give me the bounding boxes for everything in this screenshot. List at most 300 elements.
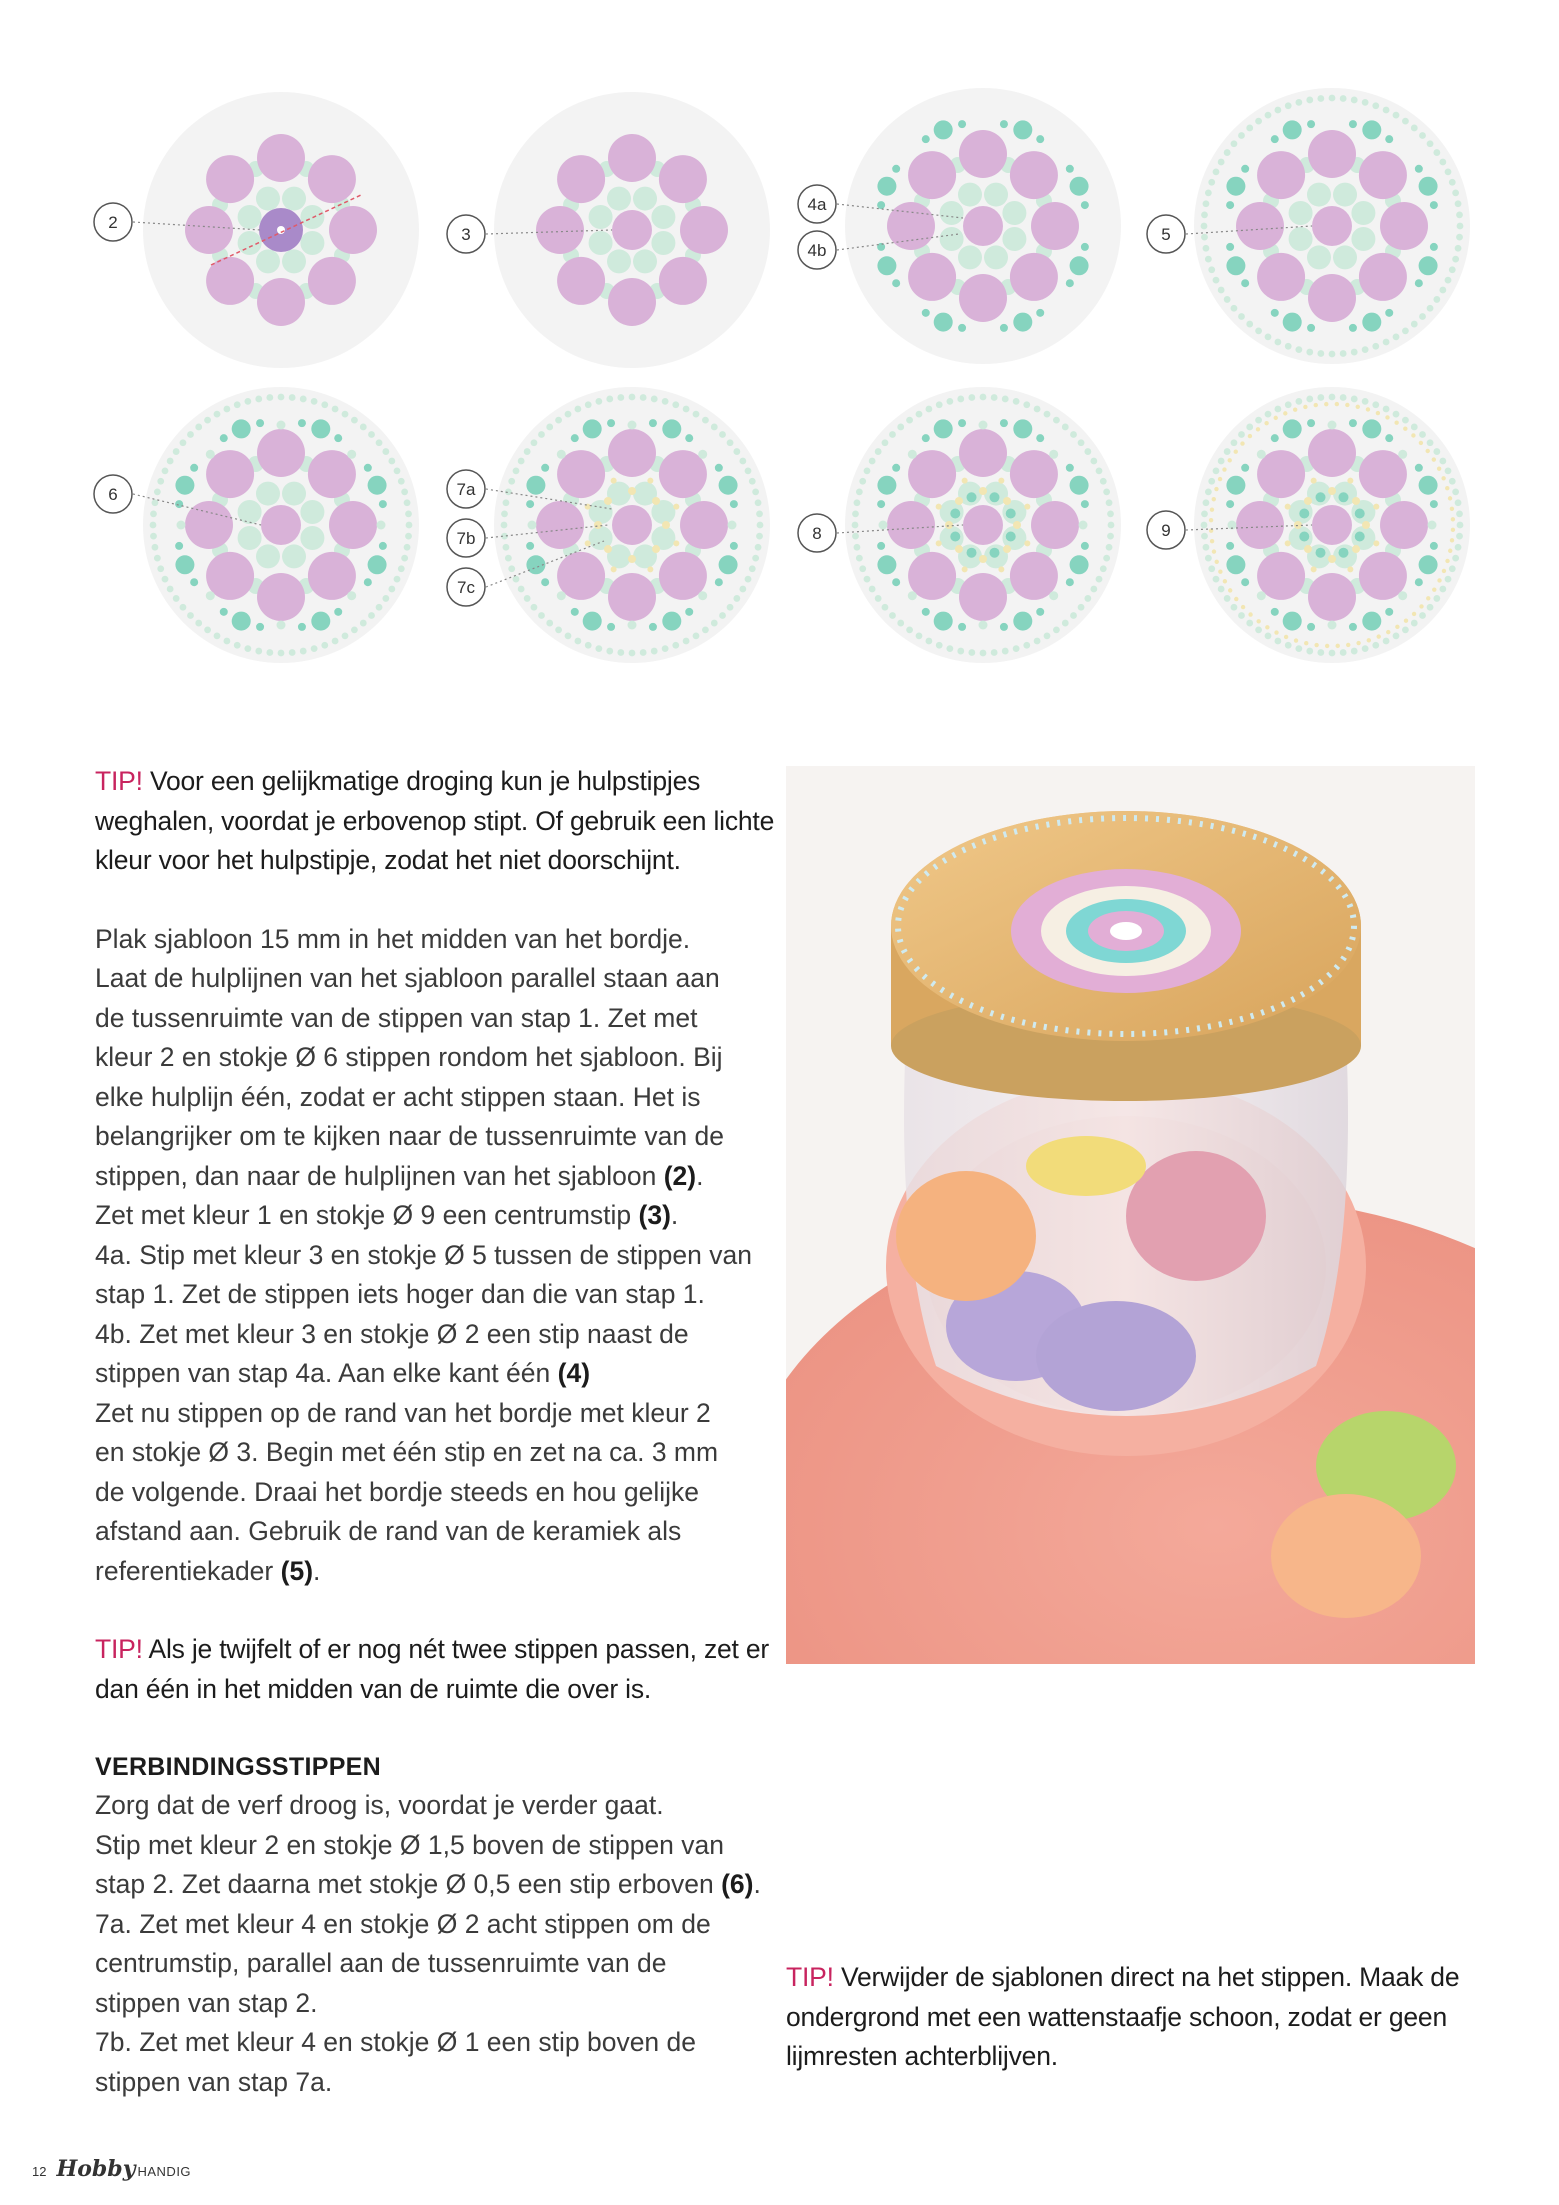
- tip-1-line-1: Voor een gelijkmatige droging kun je hulpstipjes: [142, 766, 701, 796]
- rim-dot: [889, 431, 896, 438]
- rim-dot: [1213, 169, 1220, 176]
- rim-yellow-dot: [1283, 411, 1287, 415]
- connector-dot: [377, 521, 386, 530]
- tip-3-paragraph: [786, 1958, 1476, 2077]
- rim-dot: [1100, 565, 1107, 572]
- rim-dot: [555, 417, 562, 424]
- rim-dot: [1213, 277, 1220, 284]
- rim-dot: [300, 396, 307, 403]
- mint-small-dot: [1430, 201, 1438, 209]
- pink-dot: [1236, 501, 1284, 549]
- rim-dot: [672, 401, 679, 408]
- rim-dot: [342, 411, 349, 418]
- rim-dot: [1411, 620, 1418, 627]
- mint-dot: [175, 476, 194, 495]
- rim-dot: [869, 458, 876, 465]
- mint-dot: [1362, 419, 1381, 438]
- rim-dot: [1107, 533, 1114, 540]
- inner-dot: [300, 500, 324, 524]
- mint-small-dot: [1271, 309, 1279, 317]
- mint-small-dot: [1036, 135, 1044, 143]
- connector-dot: [1398, 591, 1407, 600]
- rim-dot: [214, 632, 221, 639]
- rim-dot: [1106, 544, 1113, 551]
- rim-dot: [1452, 488, 1459, 495]
- yellow-small-dot: [611, 478, 617, 484]
- rim-yellow-dot: [1304, 641, 1308, 645]
- pink-dot: [680, 501, 728, 549]
- rim-yellow-dot: [1284, 635, 1288, 639]
- rim-dot: [1013, 645, 1020, 652]
- section-line: 7a. Zet met kleur 4 en stokje Ø 2 acht stippen om de: [95, 1908, 711, 1939]
- rim-dot: [278, 650, 285, 657]
- rim-dot: [1265, 411, 1272, 418]
- rim-dot: [749, 565, 756, 572]
- rim-dot: [852, 533, 859, 540]
- mint-small-dot: [1307, 623, 1315, 631]
- center-dot: [1312, 505, 1352, 545]
- yellow-inner-dot: [945, 521, 953, 529]
- connector-dot: [979, 421, 988, 430]
- rim-dot: [1306, 349, 1313, 356]
- rim-dot: [1449, 565, 1456, 572]
- inner-dot: [256, 544, 280, 568]
- rim-dot: [1224, 448, 1231, 455]
- step-ref-2: (2): [663, 1160, 697, 1191]
- mint-small-dot: [1307, 120, 1315, 128]
- center-dot: [612, 505, 652, 545]
- rim-dot: [1372, 102, 1379, 109]
- mint-small-dot: [730, 500, 738, 508]
- rim-dot: [1013, 398, 1020, 405]
- pink-dot: [257, 134, 305, 182]
- rim-dot: [1213, 576, 1220, 583]
- inner-dot: [651, 205, 675, 229]
- rim-dot: [546, 620, 553, 627]
- rim-dot: [180, 604, 187, 611]
- rim-dot: [150, 510, 157, 517]
- rim-dot: [405, 510, 412, 517]
- rim-dot: [1372, 343, 1379, 350]
- rim-dot: [565, 632, 572, 639]
- rim-dot: [651, 648, 658, 655]
- rim-dot: [1445, 576, 1452, 583]
- connector-dot: [1328, 421, 1337, 430]
- rim-yellow-dot: [1335, 402, 1339, 406]
- pink-dot: [257, 573, 305, 621]
- pink-dot: [1257, 151, 1305, 199]
- rim-dot: [1203, 499, 1210, 506]
- rim-dot: [968, 394, 975, 401]
- rim-dot: [404, 544, 411, 551]
- body-line: de volgende. Draai het bordje steeds en hou gelijke: [95, 1476, 700, 1507]
- mint-small-dot: [1066, 165, 1074, 173]
- rim-yellow-dot: [1356, 405, 1360, 409]
- connector-dot: [347, 591, 356, 600]
- rim-yellow-dot: [1367, 638, 1371, 642]
- inner-dot: [256, 482, 280, 506]
- rim-dot: [531, 604, 538, 611]
- lid-mandala: [1011, 869, 1241, 993]
- rim-dot: [864, 468, 871, 475]
- rim-dot: [266, 394, 273, 401]
- inner-dot: [300, 231, 324, 255]
- rim-dot: [1044, 632, 1051, 639]
- mint-small-dot: [1036, 434, 1044, 442]
- inner-dot: [958, 245, 982, 269]
- yellow-inner-dot: [1304, 545, 1312, 553]
- mint-dot: [1362, 313, 1381, 332]
- rim-yellow-dot: [1218, 477, 1222, 481]
- tip-3-line-3: lijmresten achterblijven.: [786, 2041, 1058, 2071]
- rim-dot: [401, 488, 408, 495]
- mint-small-dot: [1241, 165, 1249, 173]
- rim-dot: [1433, 595, 1440, 602]
- rim-dot: [1329, 650, 1336, 657]
- rim-dot: [1456, 510, 1463, 517]
- mint-small-dot: [1271, 135, 1279, 143]
- inner-dot: [633, 249, 657, 273]
- inner-dot: [1002, 201, 1026, 225]
- mint-inner-dot: [967, 492, 977, 502]
- rim-dot: [1439, 586, 1446, 593]
- rim-dot: [1275, 638, 1282, 645]
- yellow-inner-dot: [955, 497, 963, 505]
- rim-dot: [936, 642, 943, 649]
- rim-dot: [332, 638, 339, 645]
- rim-dot: [575, 406, 582, 413]
- pink-dot: [908, 151, 956, 199]
- rim-dot: [1445, 169, 1452, 176]
- rim-dot: [1275, 406, 1282, 413]
- mint-small-dot: [1226, 201, 1234, 209]
- mint-small-dot: [892, 578, 900, 586]
- mint-dot: [1283, 120, 1302, 139]
- rim-dot: [672, 642, 679, 649]
- rim-dot: [629, 650, 636, 657]
- inner-dot: [1289, 201, 1313, 225]
- rim-dot: [1231, 140, 1238, 147]
- rim-dot: [518, 458, 525, 465]
- rim-dot: [167, 586, 174, 593]
- rim-dot: [1285, 102, 1292, 109]
- mint-small-dot: [1226, 500, 1234, 508]
- rim-dot: [1427, 140, 1434, 147]
- pink-dot: [659, 155, 707, 203]
- rim-yellow-dot: [1445, 559, 1449, 563]
- tip-1: [95, 762, 775, 881]
- rim-dot: [1103, 488, 1110, 495]
- inner-dot: [282, 544, 306, 568]
- mint-inner-dot: [1006, 531, 1016, 541]
- mint-small-dot: [1385, 135, 1393, 143]
- body-line: Zet met kleur 1 en stokje Ø 9 een centrumstip: [95, 1200, 632, 1230]
- mint-dot: [311, 419, 330, 438]
- rim-yellow-dot: [1450, 507, 1454, 511]
- section-line: stippen van stap 2.: [95, 1987, 318, 2018]
- mint-small-dot: [1081, 500, 1089, 508]
- rim-dot: [501, 510, 508, 517]
- rim-dot: [394, 468, 401, 475]
- pink-dot: [329, 501, 377, 549]
- yellow-small-dot: [611, 566, 617, 572]
- mint-small-dot: [190, 578, 198, 586]
- rim-dot: [756, 510, 763, 517]
- body-line: stippen, dan naar de hulplijnen van het sjabloon: [95, 1160, 657, 1191]
- rim-dot: [852, 522, 859, 529]
- rim-dot: [289, 394, 296, 401]
- inner-dot: [633, 187, 657, 211]
- pink-dot: [1031, 501, 1079, 549]
- rim-dot: [154, 555, 161, 562]
- mint-small-dot: [1385, 608, 1393, 616]
- rim-dot: [1201, 522, 1208, 529]
- rim-dot: [157, 565, 164, 572]
- rim-yellow-dot: [1403, 427, 1407, 431]
- rim-dot: [1452, 189, 1459, 196]
- rim-dot: [332, 406, 339, 413]
- mint-dot: [1226, 555, 1245, 574]
- rim-dot: [651, 396, 658, 403]
- rim-dot: [368, 612, 375, 619]
- rim-dot: [882, 439, 889, 446]
- rim-dot: [503, 499, 510, 506]
- rim-dot: [1002, 396, 1009, 403]
- rim-dot: [1208, 179, 1215, 186]
- mint-small-dot: [1349, 324, 1357, 332]
- mint-small-dot: [1000, 120, 1008, 128]
- rim-yellow-dot: [1448, 549, 1452, 553]
- inner-dot: [1333, 245, 1357, 269]
- inner-dot: [1289, 227, 1313, 251]
- step-label-text: 7b: [456, 529, 476, 548]
- mint-dot: [1283, 419, 1302, 438]
- tip-2-label: TIP!: [95, 1634, 143, 1664]
- rim-dot: [204, 626, 211, 633]
- rim-yellow-dot: [1411, 433, 1415, 437]
- rim-dot: [1449, 478, 1456, 485]
- rim-dot: [388, 586, 395, 593]
- mint-inner-dot: [1355, 531, 1365, 541]
- rim-dot: [368, 431, 375, 438]
- yellow-inner-dot: [594, 521, 602, 529]
- rim-yellow-dot: [1234, 449, 1238, 453]
- mint-small-dot: [1415, 578, 1423, 586]
- rim-dot: [968, 649, 975, 656]
- mint-small-dot: [922, 608, 930, 616]
- mint-small-dot: [1000, 419, 1008, 427]
- connector-dot: [1398, 450, 1407, 459]
- rim-dot: [1246, 125, 1253, 132]
- rim-dot: [311, 645, 318, 652]
- rim-dot: [629, 394, 636, 401]
- connector-dot: [698, 591, 707, 600]
- mint-small-dot: [256, 623, 264, 631]
- mint-dot: [877, 476, 896, 495]
- pink-dot: [1308, 130, 1356, 178]
- mint-small-dot: [1226, 243, 1234, 251]
- rim-dot: [224, 638, 231, 645]
- rim-dot: [852, 510, 859, 517]
- rim-dot: [234, 642, 241, 649]
- rim-yellow-dot: [1210, 539, 1214, 543]
- mint-dot: [311, 612, 330, 631]
- rim-dot: [1295, 99, 1302, 106]
- yellow-small-dot: [1311, 566, 1317, 572]
- mint-dot: [1013, 120, 1032, 139]
- pink-dot: [608, 278, 656, 326]
- photo-illustration: [786, 766, 1475, 1664]
- body-line: 4a. Stip met kleur 3 en stokje Ø 5 tussen de stippen van: [95, 1239, 752, 1270]
- pink-dot: [257, 429, 305, 477]
- yellow-inner-dot: [628, 555, 636, 563]
- mint-small-dot: [1066, 578, 1074, 586]
- section-line: centrumstip, parallel aan de tussenruimte van de: [95, 1948, 667, 1978]
- mint-dot: [583, 419, 602, 438]
- mint-small-dot: [649, 419, 657, 427]
- mint-small-dot: [877, 542, 885, 550]
- rim-dot: [1218, 159, 1225, 166]
- rim-yellow-dot: [1264, 421, 1268, 425]
- rim-dot: [957, 396, 964, 403]
- rim-dot: [1205, 256, 1212, 263]
- inner-dot: [589, 205, 613, 229]
- mint-dot: [526, 476, 545, 495]
- rim-yellow-dot: [1222, 467, 1226, 471]
- mint-small-dot: [1241, 578, 1249, 586]
- rim-yellow-dot: [1451, 528, 1455, 532]
- yellow-small-dot: [962, 566, 968, 572]
- rim-dot: [889, 612, 896, 619]
- rim-yellow-dot: [1248, 434, 1252, 438]
- step-label-text: 2: [108, 213, 118, 232]
- body-line: Laat de hulplijnen van het sjabloon parallel staan aan: [95, 963, 720, 993]
- pink-dot: [308, 155, 356, 203]
- rim-dot: [1306, 648, 1313, 655]
- inner-dot: [256, 249, 280, 273]
- rim-dot: [1402, 327, 1409, 334]
- rim-dot: [1452, 555, 1459, 562]
- rim-dot: [946, 645, 953, 652]
- rim-dot: [234, 401, 241, 408]
- rim-dot: [575, 638, 582, 645]
- rim-dot: [195, 620, 202, 627]
- rim-yellow-dot: [1314, 643, 1318, 647]
- rim-dot: [1445, 277, 1452, 284]
- rim-dot: [617, 394, 624, 401]
- yellow-inner-dot: [652, 497, 660, 505]
- rim-dot: [693, 632, 700, 639]
- rim-yellow-dot: [1426, 449, 1430, 453]
- yellow-small-dot: [962, 478, 968, 484]
- rim-dot: [1362, 645, 1369, 652]
- step-ref-5: (5): [280, 1555, 314, 1586]
- rim-dot: [1419, 431, 1426, 438]
- rim-yellow-dot: [1441, 476, 1445, 480]
- rim-dot: [745, 468, 752, 475]
- rim-dot: [1372, 642, 1379, 649]
- rim-dot: [1218, 458, 1225, 465]
- rim-yellow-dot: [1356, 641, 1360, 645]
- rim-dot: [1203, 245, 1210, 252]
- rim-dot: [321, 401, 328, 408]
- inner-dot: [607, 187, 631, 211]
- pink-dot: [557, 257, 605, 305]
- rim-dot: [1053, 626, 1060, 633]
- connector-dot: [1079, 521, 1088, 530]
- connector-dot: [628, 421, 637, 430]
- rim-yellow-dot: [1336, 644, 1340, 648]
- pink-dot: [1308, 274, 1356, 322]
- rim-dot: [1224, 149, 1231, 156]
- inner-dot: [984, 183, 1008, 207]
- rim-dot: [854, 544, 861, 551]
- rim-dot: [1275, 107, 1282, 114]
- rim-dot: [1455, 499, 1462, 506]
- mint-small-dot: [364, 464, 372, 472]
- mint-small-dot: [1415, 165, 1423, 173]
- pink-dot: [680, 206, 728, 254]
- rim-dot: [524, 448, 531, 455]
- rim-dot: [1393, 333, 1400, 340]
- mint-small-dot: [1349, 419, 1357, 427]
- mint-dot: [719, 476, 738, 495]
- rim-dot: [1372, 401, 1379, 408]
- mint-inner-dot: [1299, 509, 1309, 519]
- mint-dot: [1283, 313, 1302, 332]
- yellow-inner-dot: [955, 545, 963, 553]
- mint-small-dot: [256, 419, 264, 427]
- rim-dot: [1034, 638, 1041, 645]
- tip-2-line-1: Als je twijfelt of er nog nét twee stippen passen, zet er: [142, 1634, 770, 1664]
- rim-dot: [1457, 522, 1464, 529]
- section-paragraph: [95, 1786, 775, 2102]
- inner-dot: [256, 187, 280, 211]
- mint-small-dot: [607, 623, 615, 631]
- rim-dot: [1362, 99, 1369, 106]
- mint-dot: [719, 555, 738, 574]
- pink-dot: [959, 429, 1007, 477]
- rim-dot: [1439, 159, 1446, 166]
- rim-yellow-dot: [1214, 487, 1218, 491]
- rim-dot: [244, 645, 251, 652]
- rim-dot: [1383, 406, 1390, 413]
- mint-small-dot: [892, 464, 900, 472]
- pink-dot: [1236, 202, 1284, 250]
- yellow-inner-dot: [662, 521, 670, 529]
- body-line: Zet nu stippen op de rand van het bordje met kleur 2: [95, 1397, 711, 1428]
- rim-dot: [1402, 417, 1409, 424]
- tip-2: [95, 1630, 775, 1709]
- yellow-inner-dot: [979, 555, 987, 563]
- rim-dot: [1238, 612, 1245, 619]
- mint-small-dot: [1307, 419, 1315, 427]
- mint-dot: [1013, 612, 1032, 631]
- rim-dot: [1306, 396, 1313, 403]
- mint-inner-dot: [1355, 509, 1365, 519]
- rim-dot: [1455, 245, 1462, 252]
- yellow-small-dot: [585, 540, 591, 546]
- pink-dot: [1010, 151, 1058, 199]
- section-line: Zorg dat de verf droog is, voordat je verder gaat.: [95, 1790, 664, 1820]
- rim-yellow-dot: [1376, 411, 1380, 415]
- rim-dot: [376, 439, 383, 446]
- yellow-small-dot: [1311, 478, 1317, 484]
- mint-inner-dot: [950, 509, 960, 519]
- mint-inner-dot: [1006, 509, 1016, 519]
- mint-small-dot: [958, 419, 966, 427]
- mandala-step-diagrams: [0, 0, 1559, 710]
